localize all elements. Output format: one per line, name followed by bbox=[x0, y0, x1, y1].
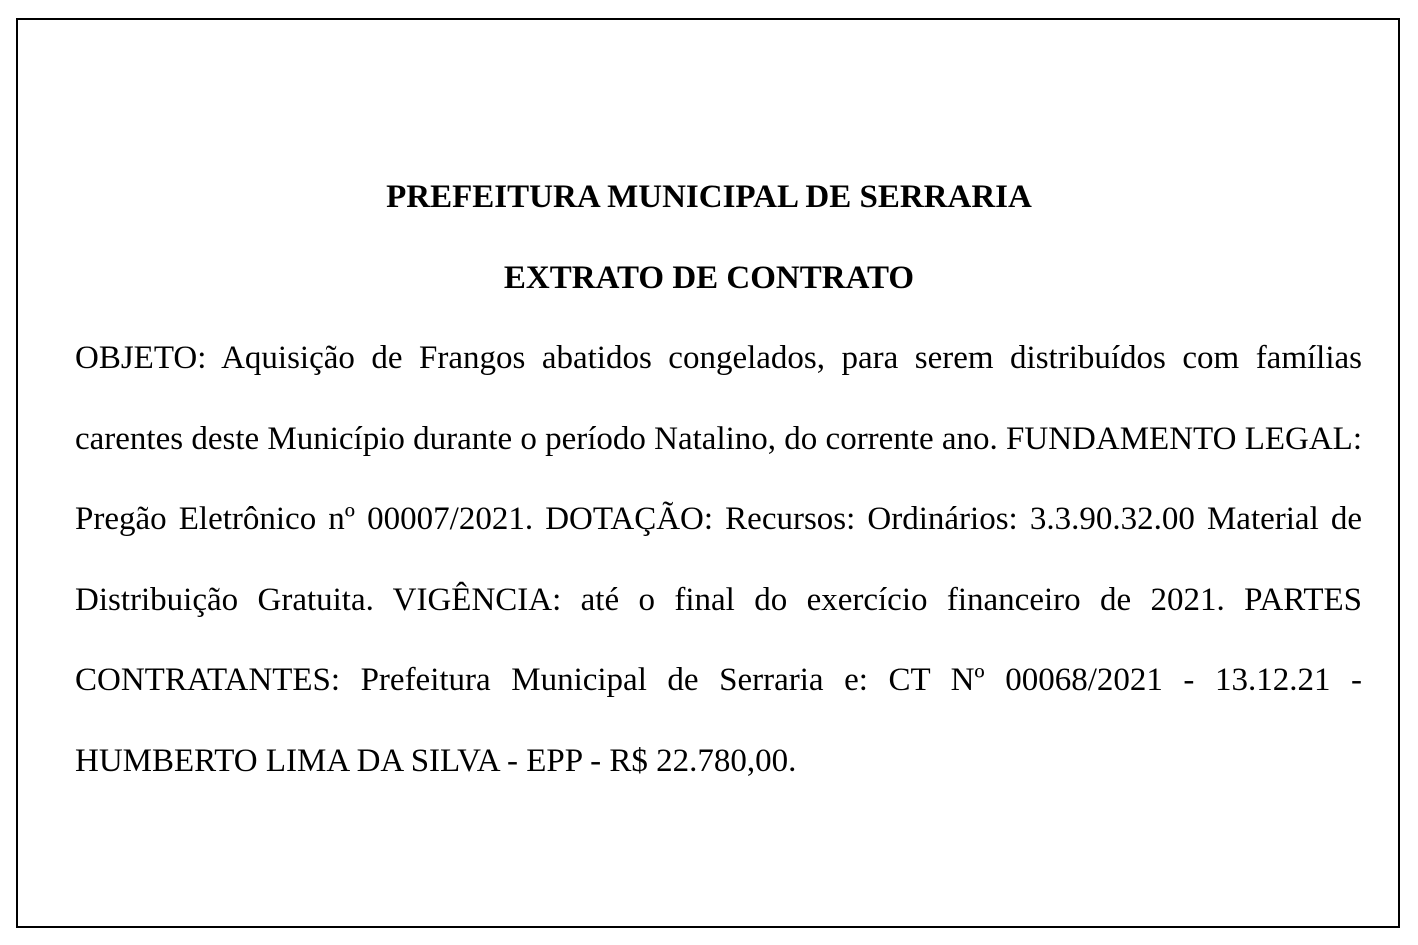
body-line-4: Distribuição Gratuita. VIGÊNCIA: até o final do exercício financeiro de 2021. PARTES bbox=[75, 582, 1362, 618]
document-subheading: EXTRATO DE CONTRATO bbox=[503, 260, 915, 296]
document-frame bbox=[16, 18, 1400, 928]
body-line-5: CONTRATANTES: Prefeitura Municipal de Serraria e: CT Nº 00068/2021 - 13.12.21 - bbox=[75, 662, 1362, 698]
body-line-6: HUMBERTO LIMA DA SILVA - EPP - R$ 22.780,00. bbox=[75, 743, 797, 779]
document-heading: PREFEITURA MUNICIPAL DE SERRARIA bbox=[386, 179, 1032, 215]
body-line-2: carentes deste Município durante o período Natalino, do corrente ano. FUNDAMENTO LEGAL: bbox=[75, 421, 1362, 457]
body-line-3: Pregão Eletrônico nº 00007/2021. DOTAÇÃO: Recursos: Ordinários: 3.3.90.32.00 Material de bbox=[75, 501, 1362, 537]
body-line-1: OBJETO: Aquisição de Frangos abatidos congelados, para serem distribuídos com famílias bbox=[75, 340, 1362, 376]
